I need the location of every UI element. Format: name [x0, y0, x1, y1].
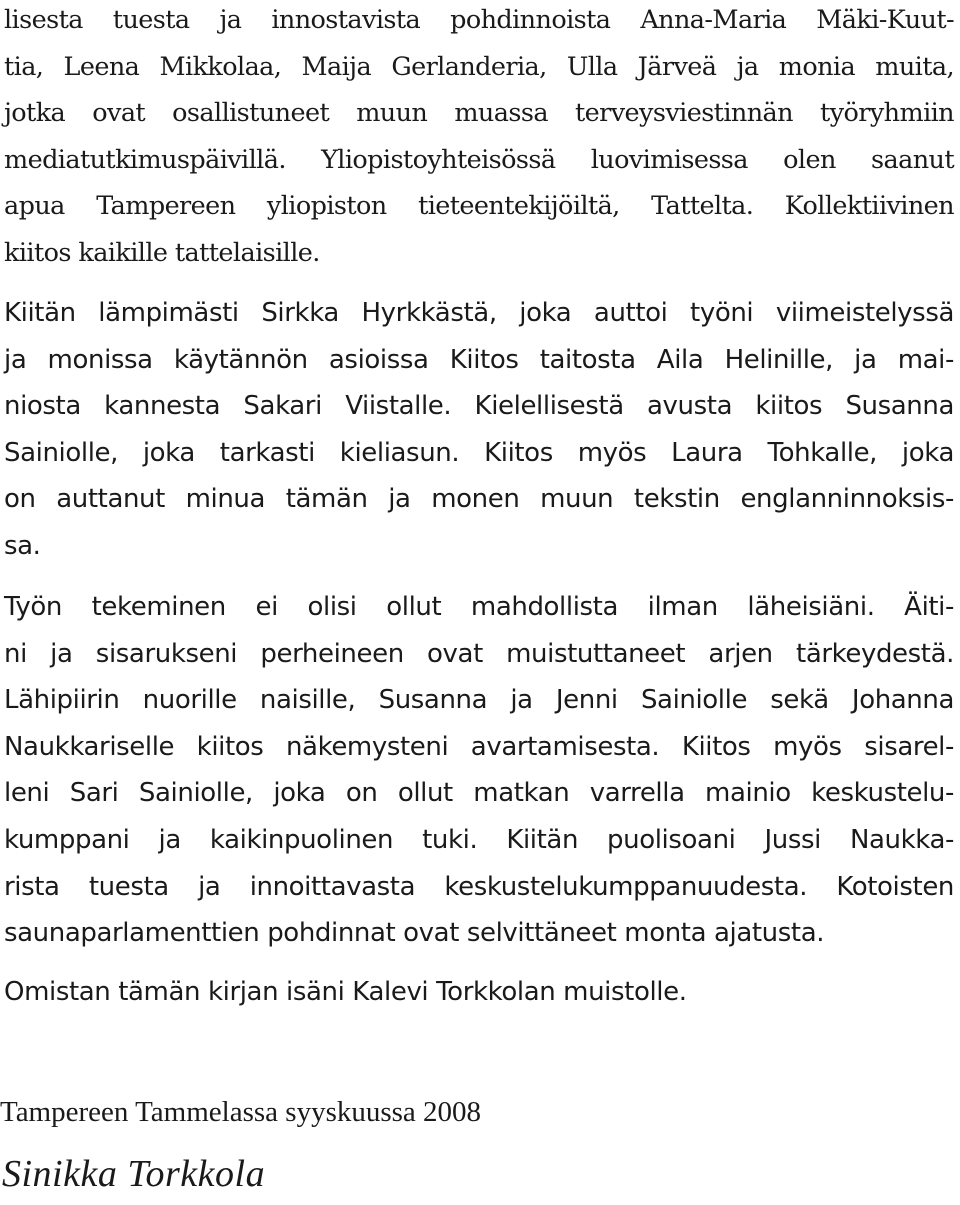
text-line: lisesta tuesta ja innostavista pohdinnoista Anna-Maria Mäki-Kuut-: [4, 5, 954, 35]
text-line: apua Tampereen yliopiston tieteentekijöiltä, Tattelta. Kollektiivinen: [4, 191, 954, 222]
text-line: sa.: [4, 530, 41, 561]
text-line: Lähipiirin nuorille naisille, Susanna ja Jenni Sainiolle sekä Johanna: [4, 685, 954, 716]
text-line: rista tuesta ja innoittavasta keskustelukumppanuudesta. Kotoisten: [4, 871, 954, 902]
text-line: Työn tekeminen ei olisi ollut mahdollista ilman läheisiäni. Äiti-: [4, 592, 954, 622]
place-and-date: Tampereen Tammelassa syyskuussa 2008: [0, 1096, 482, 1128]
text-line: Kiitän lämpimästi Sirkka Hyrkkästä, joka auttoi työni viimeistelyssä: [4, 298, 954, 328]
text-line: ni ja sisarukseni perheineen ovat muistuttaneet arjen tärkeydestä.: [4, 638, 954, 669]
paragraph-acknowledgements-1: [4, 0, 954, 277]
paragraph-acknowledgements-2: [4, 290, 954, 570]
text-line: kumppani ja kaikinpuolinen tuki. Kiitän puolisoani Jussi Naukka-: [4, 824, 954, 855]
author-signature: Sinikka Torkkola: [2, 1153, 266, 1195]
paragraph-family-thanks: [4, 584, 954, 957]
text-line: tia, Leena Mikkolaa, Maija Gerlanderia, Ulla Järveä ja monia muita,: [4, 51, 954, 82]
text-line: leni Sari Sainiolle, joka on ollut matkan varrella mainio keskustelu-: [4, 778, 954, 809]
paragraph-dedication: [4, 969, 954, 1016]
text-line: jotka ovat osallistuneet muun muassa terveysviestinnän työryhmiin: [4, 98, 954, 129]
text-line: kiitos kaikille tattelaisille.: [4, 237, 320, 268]
text-line: mediatutkimuspäivillä. Yliopistoyhteisössä luovimisessa olen saanut: [4, 144, 954, 175]
text-line: saunaparlamenttien pohdinnat ovat selvittäneet monta ajatusta.: [4, 918, 825, 949]
dedication-line: Omistan tämän kirjan isäni Kalevi Torkkolan muistolle.: [4, 977, 687, 1007]
text-line: on auttanut minua tämän ja monen muun tekstin englanninnoksis-: [4, 484, 954, 515]
text-line: ja monissa käytännön asioissa Kiitos taitosta Aila Helinille, ja mai-: [4, 344, 954, 375]
text-line: Naukkariselle kiitos näkemysteni avartamisesta. Kiitos myös sisarel-: [4, 731, 954, 762]
text-line: niosta kannesta Sakari Viistalle. Kielellisestä avusta kiitos Susanna: [4, 391, 954, 422]
text-line: Sainiolle, joka tarkasti kieliasun. Kiitos myös Laura Tohkalle, joka: [4, 437, 954, 468]
